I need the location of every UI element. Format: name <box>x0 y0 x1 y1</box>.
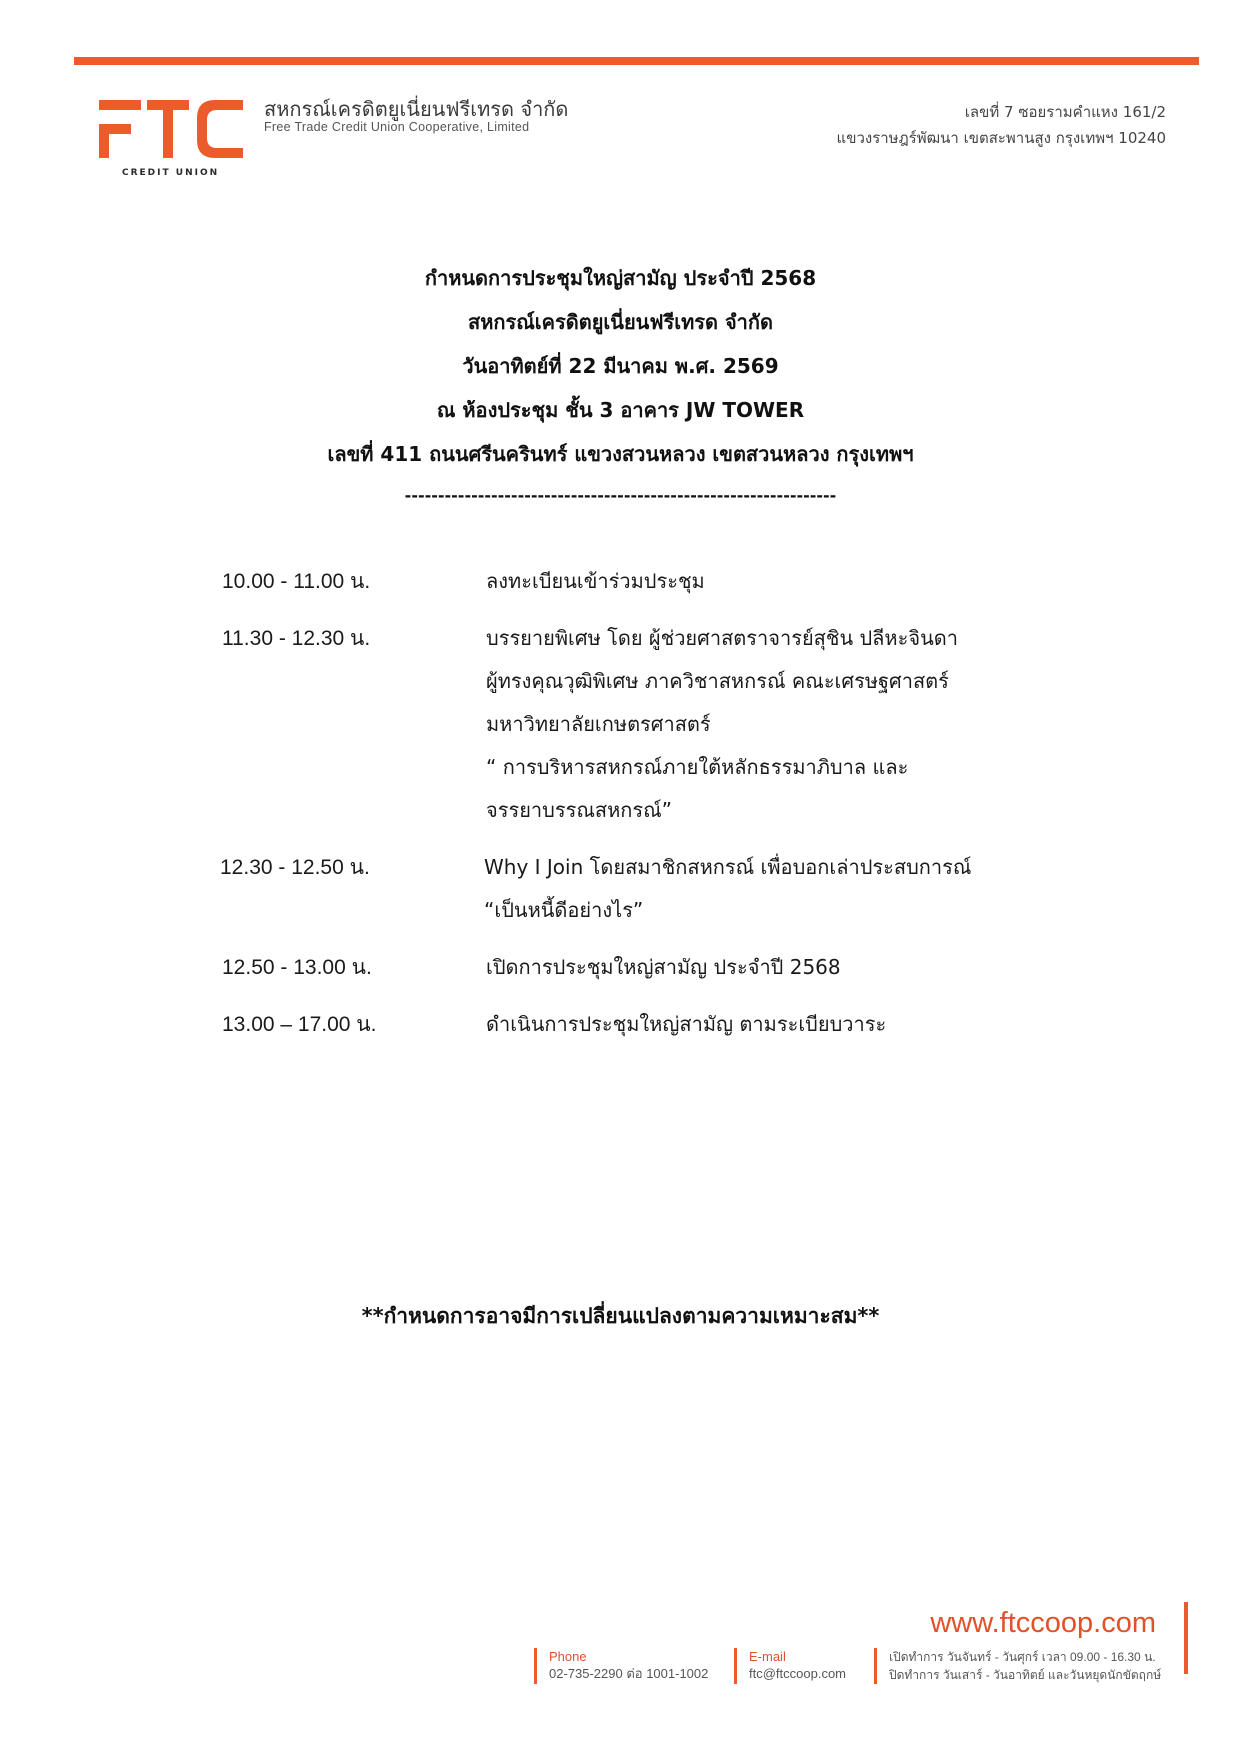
org-name-thai: สหกรณ์เครดิตยูเนี่ยนฟรีเทรด จำกัด <box>264 97 569 121</box>
heading-title: กำหนดการประชุมใหญ่สามัญ ประจำปี 2568 <box>424 266 817 290</box>
schedule-description <box>486 946 1122 989</box>
footer-phone <box>534 1648 708 1684</box>
org-address <box>837 99 1166 151</box>
hours-closed: ปิดทำการ วันเสาร์ - วันอาทิตย์ และวันหยุดนักขัตฤกษ์ <box>889 1668 1162 1682</box>
schedule-line: ผู้ทรงคุณวุฒิพิเศษ ภาควิชาสหกรณ์ คณะเศรษฐศาสตร์ <box>486 669 949 693</box>
address-line-2: แขวงราษฎร์พัฒนา เขตสะพานสูง กรุงเทพฯ 10240 <box>836 129 1166 147</box>
heading-org: สหกรณ์เครดิตยูเนี่ยนฟรีเทรด จำกัด <box>467 310 773 334</box>
schedule-description <box>486 617 1122 832</box>
schedule-description <box>486 1003 1122 1046</box>
schedule-row <box>222 846 1122 932</box>
schedule-line: จรรยาบรรณสหกรณ์” <box>486 798 673 822</box>
schedule-list <box>222 560 1122 1060</box>
schedule-line: “ การบริหารสหกรณ์ภายใต้หลักธรรมาภิบาล และ <box>486 755 909 779</box>
logo-subtitle: CREDIT UNION <box>122 168 220 178</box>
heading-venue-address: เลขที่ 411 ถนนศรีนครินทร์ แขวงสวนหลวง เขตสวนหลวง กรุงเทพฯ <box>327 442 914 466</box>
schedule-change-notice: **กำหนดการอาจมีการเปลี่ยนแปลงตามความเหมาะสม** <box>361 1304 880 1328</box>
email-value[interactable]: ftc@ftccoop.com <box>749 1666 847 1681</box>
footer-email <box>734 1648 846 1684</box>
document-heading <box>0 256 1241 516</box>
schedule-row <box>222 1003 1122 1046</box>
schedule-time: 12.30 - 12.50 น. <box>220 856 370 879</box>
heading-divider: ----------------------------------------------------------------- <box>404 486 837 505</box>
schedule-line: “เป็นหนี้ดีอย่างไร” <box>484 898 644 922</box>
schedule-line: ดำเนินการประชุมใหญ่สามัญ ตามระเบียบวาระ <box>486 1012 887 1036</box>
schedule-line: เปิดการประชุมใหญ่สามัญ ประจำปี 2568 <box>486 955 841 979</box>
heading-venue: ณ ห้องประชุม ชั้น 3 อาคาร JW TOWER <box>436 398 805 422</box>
footer-accent-bar <box>1184 1602 1188 1674</box>
header-accent-bar <box>74 57 1199 65</box>
schedule-line: ลงทะเบียนเข้าร่วมประชุม <box>486 569 705 593</box>
address-line-1: เลขที่ 7 ซอยรามคำแหง 161/2 <box>964 103 1166 121</box>
schedule-line: มหาวิทยาลัยเกษตรศาสตร์ <box>486 712 711 736</box>
schedule-time: 12.50 - 13.00 น. <box>222 956 372 979</box>
schedule-time: 11.30 - 12.30 น. <box>222 627 371 650</box>
footer-office-hours <box>874 1648 1161 1684</box>
schedule-description <box>484 846 1122 932</box>
phone-value[interactable]: 02-735-2290 ต่อ 1001-1002 <box>549 1666 709 1681</box>
schedule-row <box>222 560 1122 603</box>
schedule-row <box>222 946 1122 989</box>
phone-label: Phone <box>549 1649 587 1664</box>
schedule-time: 10.00 - 11.00 น. <box>222 570 371 593</box>
ftc-logo <box>99 100 243 178</box>
schedule-line: บรรยายพิเศษ โดย ผู้ช่วยศาสตราจารย์สุชิน ปลีหะจินดา <box>486 626 958 650</box>
hours-open: เปิดทำการ วันจันทร์ - วันศุกร์ เวลา 09.00 - 16.30 น. <box>889 1650 1156 1664</box>
ftc-logo-mark <box>99 100 243 162</box>
website-link[interactable]: www.ftccoop.com <box>930 1607 1156 1639</box>
schedule-row <box>222 617 1122 832</box>
org-name-english: Free Trade Credit Union Cooperative, Limited <box>264 120 530 134</box>
email-label: E-mail <box>749 1649 786 1664</box>
schedule-description <box>486 560 1122 603</box>
heading-date: วันอาทิตย์ที่ 22 มีนาคม พ.ศ. 2569 <box>462 354 779 378</box>
schedule-time: 13.00 – 17.00 น. <box>222 1013 377 1036</box>
schedule-line: Why I Join โดยสมาชิกสหกรณ์ เพื่อบอกเล่าประสบการณ์ <box>484 855 972 879</box>
